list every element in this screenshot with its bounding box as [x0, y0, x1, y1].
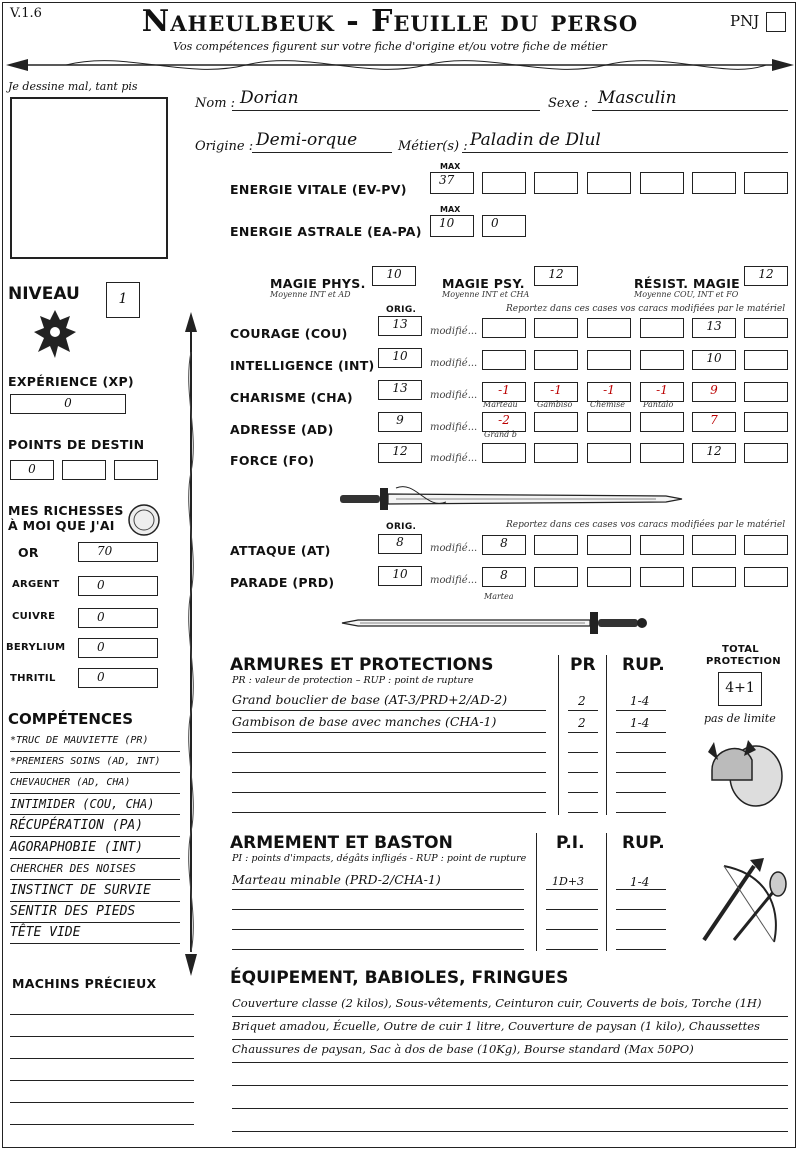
armures-note: PR : valeur de protection – RUP : point de rupture: [232, 675, 474, 686]
sexe-value[interactable]: Masculin: [598, 88, 677, 108]
helmet-shield-icon: [704, 730, 784, 810]
attaque-mod-box[interactable]: [640, 535, 684, 555]
armure-pr-line: [568, 710, 598, 711]
ea-label: ENERGIE ASTRALE (EA-PA): [230, 224, 422, 239]
charisme-caption: Chemise: [590, 400, 625, 409]
armure-pr-line[interactable]: [568, 772, 598, 773]
intelligence-mod-box[interactable]: [482, 350, 526, 370]
ev-box-2[interactable]: [534, 172, 578, 194]
precieux-line[interactable]: [10, 1124, 194, 1125]
equipement-line[interactable]: Couverture classe (2 kilos), Sous-vêtements, Ceinturon cuir, Couverts de bois, Torche (1H): [232, 996, 788, 1017]
charisme-mod-box[interactable]: [744, 382, 788, 402]
parade-mod-box[interactable]: [534, 567, 578, 587]
charisme-mod-box[interactable]: -1: [534, 382, 578, 402]
force-mod-box[interactable]: [640, 443, 684, 463]
magie-psy-label: MAGIE PSY.: [442, 276, 525, 291]
destin-label: POINTS DE DESTIN: [8, 437, 145, 452]
pnj-label: PNJ: [730, 12, 760, 30]
parade-mod-box[interactable]: 8: [482, 567, 526, 587]
parade-label: PARADE (PRD): [230, 575, 335, 590]
force-mod-box[interactable]: [534, 443, 578, 463]
armure-pr-line: [568, 732, 598, 733]
arme-pi-line[interactable]: [546, 909, 598, 910]
arme-rup-line[interactable]: [616, 929, 666, 930]
stats-orig-label: ORIG.: [386, 305, 417, 315]
skill-item[interactable]: AGORAPHOBIE (INT): [10, 840, 180, 859]
berylium-label: BERYLIUM: [6, 642, 66, 653]
armement-col-pi: P.I.: [556, 833, 585, 853]
armures-col-rup: RUP.: [622, 655, 665, 675]
intelligence-mod-box[interactable]: [534, 350, 578, 370]
cuivre-label: CUIVRE: [12, 611, 56, 622]
intelligence-mod-box[interactable]: [744, 350, 788, 370]
magie-psy-box[interactable]: 12: [534, 266, 578, 286]
precieux-line[interactable]: [10, 1102, 194, 1103]
resist-magie-note: Moyenne COU, INT et FO: [634, 290, 739, 299]
courage-mod-box[interactable]: [587, 318, 631, 338]
equipement-line[interactable]: [232, 1088, 788, 1109]
portrait-caption: Je dessine mal, tant pis: [8, 80, 138, 93]
dragon-icon: [30, 306, 80, 362]
armure-line[interactable]: [232, 752, 546, 753]
magie-phys-box[interactable]: 10: [372, 266, 416, 286]
parade-mod-box[interactable]: [587, 567, 631, 587]
armement-title: ARMEMENT ET BASTON: [230, 833, 453, 853]
adresse-label: ADRESSE (AD): [230, 422, 334, 437]
armures-title: ARMURES ET PROTECTIONS: [230, 655, 494, 675]
armure-pr-line[interactable]: [568, 792, 598, 793]
arme-pi-line: [546, 889, 598, 890]
armure-item-name[interactable]: Gambison de base avec manches (CHA-1): [232, 714, 497, 729]
armement-col-divider: [606, 833, 607, 951]
arme-line[interactable]: [232, 949, 524, 950]
magie-psy-note: Moyenne INT et CHA: [442, 290, 530, 299]
force-mod-box[interactable]: 12: [692, 443, 736, 463]
armure-pr-line[interactable]: [568, 812, 598, 813]
skill-item[interactable]: INSTINCT DE SURVIE: [10, 883, 180, 902]
equipement-line[interactable]: Briquet amadou, Écuelle, Outre de cuir 1 litre, Couverture de paysan (1 kilo), Chaussettes: [232, 1019, 788, 1040]
parade-mod-box[interactable]: [692, 567, 736, 587]
skill-item[interactable]: SENTIR DES PIEDS: [10, 904, 180, 923]
metier-label: Métier(s) :: [398, 139, 468, 154]
skill-item[interactable]: CHERCHER DES NOISES: [10, 862, 180, 880]
courage-label: COURAGE (COU): [230, 326, 348, 341]
armure-line: [232, 710, 546, 711]
thritil-box[interactable]: 0: [78, 668, 158, 688]
ev-label: ENERGIE VITALE (EV-PV): [230, 182, 407, 197]
charisme-mod-box[interactable]: -1: [640, 382, 684, 402]
armure-rup-line[interactable]: [616, 752, 666, 753]
intelligence-label: INTELLIGENCE (INT): [230, 358, 375, 373]
charisme-mod-box[interactable]: -1: [587, 382, 631, 402]
armure-rup-line[interactable]: [616, 772, 666, 773]
skill-item[interactable]: *PREMIERS SOINS (AD, INT): [10, 756, 180, 773]
armure-rup-line[interactable]: [616, 792, 666, 793]
attaque-modified-label: modifié...: [430, 543, 478, 554]
charisme-mod-box[interactable]: 9: [692, 382, 736, 402]
precieux-line[interactable]: [10, 1080, 194, 1081]
charisme-modified-label: modifié...: [430, 390, 478, 401]
courage-mod-box[interactable]: [534, 318, 578, 338]
argent-label: ARGENT: [12, 579, 60, 590]
armure-rup-line: [616, 732, 666, 733]
adresse-caption: Grand b: [484, 430, 517, 439]
courage-mod-box[interactable]: [482, 318, 526, 338]
total-protection-box[interactable]: 4+1: [718, 672, 762, 706]
armures-col-divider: [558, 655, 559, 815]
armure-line: [232, 732, 546, 733]
charisme-caption: Gambiso: [537, 400, 573, 409]
arme-item-pi[interactable]: 1D+3: [552, 875, 585, 888]
portrait-box[interactable]: [10, 97, 168, 259]
intelligence-mod-box[interactable]: 10: [692, 350, 736, 370]
attaque-orig-box[interactable]: 8: [378, 534, 422, 554]
sword-icon: [340, 606, 650, 640]
courage-orig-box[interactable]: 13: [378, 316, 422, 336]
richesses-label-2: À MOI QUE J'AI: [8, 518, 115, 533]
armure-line[interactable]: [232, 772, 546, 773]
armure-line[interactable]: [232, 792, 546, 793]
thritil-label: THRITIL: [10, 673, 56, 684]
force-orig-box[interactable]: 12: [378, 443, 422, 463]
destin-box-3[interactable]: [114, 460, 158, 480]
force-modified-label: modifié...: [430, 453, 478, 464]
niveau-box[interactable]: 1: [106, 282, 140, 318]
ea-max-label: MAX: [440, 205, 461, 214]
force-mod-box[interactable]: [744, 443, 788, 463]
ev-box-1[interactable]: [482, 172, 526, 194]
equipement-line[interactable]: [232, 1065, 788, 1086]
berylium-box[interactable]: 0: [78, 638, 158, 658]
origine-line: [252, 152, 392, 153]
equipement-title: ÉQUIPEMENT, BABIOLES, FRINGUES: [230, 968, 569, 988]
attaque-mod-box[interactable]: [692, 535, 736, 555]
xp-box[interactable]: 0: [10, 394, 126, 414]
weapons-icon: [694, 856, 788, 946]
armure-rup-line: [616, 710, 666, 711]
arme-pi-line[interactable]: [546, 929, 598, 930]
machins-precieux-title: MACHINS PRÉCIEUX: [12, 976, 157, 991]
equipement-line[interactable]: [232, 1111, 788, 1132]
nom-label: Nom :: [195, 96, 236, 111]
destin-box-2[interactable]: [62, 460, 106, 480]
combat-note: Reportez dans ces cases vos caracs modifiées par le matériel: [506, 520, 786, 530]
parade-mod-box[interactable]: [744, 567, 788, 587]
competences-title: COMPÉTENCES: [8, 710, 134, 728]
stats-note: Reportez dans ces cases vos caracs modifiées par le matériel: [506, 304, 786, 314]
force-mod-box[interactable]: [587, 443, 631, 463]
charisme-mod-box[interactable]: -1: [482, 382, 526, 402]
origine-label: Origine :: [195, 139, 254, 154]
armement-col-rup: RUP.: [622, 833, 665, 853]
courage-mod-box[interactable]: [744, 318, 788, 338]
sexe-line: [592, 110, 788, 111]
magie-phys-label: MAGIE PHYS.: [270, 276, 366, 291]
arme-item-name[interactable]: Marteau minable (PRD-2/CHA-1): [232, 872, 441, 887]
armure-item-pr[interactable]: 2: [578, 716, 586, 730]
ea-current-box[interactable]: 0: [482, 215, 526, 237]
destin-box-1[interactable]: 0: [10, 460, 54, 480]
armure-item-name[interactable]: Grand bouclier de base (AT-3/PRD+2/AD-2): [232, 692, 508, 707]
precieux-line[interactable]: [10, 1014, 194, 1015]
sheet-title: Naheulbeuk - Feuille du perso: [141, 4, 639, 39]
armure-item-rup[interactable]: 1-4: [630, 694, 650, 708]
intelligence-orig-box[interactable]: 10: [378, 348, 422, 368]
armement-col-divider: [536, 833, 537, 951]
ev-box-3[interactable]: [587, 172, 631, 194]
force-mod-box[interactable]: [482, 443, 526, 463]
armures-col-pr: PR: [570, 655, 596, 675]
ea-max-box[interactable]: 10: [430, 215, 474, 237]
ev-max-label: MAX: [440, 162, 461, 171]
cuivre-box[interactable]: 0: [78, 608, 158, 628]
adresse-mod-box[interactable]: [534, 412, 578, 432]
parade-modified-label: modifié...: [430, 575, 478, 586]
resist-magie-label: RÉSIST. MAGIE: [634, 276, 741, 291]
equipement-line[interactable]: Chaussures de paysan, Sac à dos de base (10Kg), Bourse standard (Max 50PO): [232, 1042, 788, 1063]
armement-note: PI : points d'impacts, dégâts infligés - RUP : point de rupture: [232, 853, 527, 864]
arme-line[interactable]: [232, 909, 524, 910]
arme-item-rup[interactable]: 1-4: [630, 875, 650, 889]
courage-modified-label: modifié...: [430, 326, 478, 337]
charisme-caption: Marteau: [483, 400, 518, 409]
adresse-mod-box[interactable]: [744, 412, 788, 432]
courage-mod-box[interactable]: [640, 318, 684, 338]
skill-item[interactable]: CHEVAUCHER (AD, CHA): [10, 777, 180, 794]
adresse-mod-box[interactable]: [587, 412, 631, 432]
adresse-modified-label: modifié...: [430, 422, 478, 433]
total-label-2: PROTECTION: [706, 656, 781, 667]
pnj-checkbox[interactable]: [766, 12, 786, 32]
attaque-label: ATTAQUE (AT): [230, 543, 331, 558]
magie-phys-note: Moyenne INT et AD: [270, 290, 351, 299]
or-label: OR: [18, 545, 39, 560]
ev-box-6[interactable]: [744, 172, 788, 194]
armure-line[interactable]: [232, 812, 546, 813]
precieux-line[interactable]: [10, 1058, 194, 1059]
adresse-orig-box[interactable]: 9: [378, 412, 422, 432]
version-label: V.1.6: [10, 6, 42, 21]
armure-item-pr[interactable]: 2: [578, 694, 586, 708]
nom-value[interactable]: Dorian: [240, 88, 299, 108]
charisme-label: CHARISME (CHA): [230, 390, 353, 405]
arme-rup-line: [616, 889, 666, 890]
intelligence-modified-label: modifié...: [430, 358, 478, 369]
adresse-mod-box[interactable]: 7: [692, 412, 736, 432]
metier-line: [462, 152, 788, 153]
combat-orig-label: ORIG.: [386, 522, 417, 532]
armures-col-divider: [606, 655, 607, 815]
sexe-label: Sexe :: [548, 96, 589, 111]
arme-pi-line[interactable]: [546, 949, 598, 950]
spear-divider-ornament: [182, 312, 200, 976]
arme-line: [232, 889, 524, 890]
parade-caption: Martea: [484, 592, 514, 601]
skill-item[interactable]: RÉCUPÉRATION (PA): [10, 818, 180, 837]
origine-value[interactable]: Demi-orque: [256, 130, 358, 150]
courage-mod-box[interactable]: 13: [692, 318, 736, 338]
parade-orig-box[interactable]: 10: [378, 566, 422, 586]
ev-max-box[interactable]: 37: [430, 172, 474, 194]
precieux-line[interactable]: [10, 1036, 194, 1037]
charisme-caption: Pantalo: [643, 400, 674, 409]
armure-item-rup[interactable]: 1-4: [630, 716, 650, 730]
ev-box-4[interactable]: [640, 172, 684, 194]
force-label: FORCE (FO): [230, 453, 315, 468]
total-limit: pas de limite: [704, 712, 776, 725]
parade-mod-box[interactable]: [640, 567, 684, 587]
sheet-subtitle: Vos compétences figurent sur votre fiche d'origine et/ou votre fiche de métier: [173, 40, 607, 53]
arme-rup-line[interactable]: [616, 949, 666, 950]
charisme-orig-box[interactable]: 13: [378, 380, 422, 400]
skill-item[interactable]: *TRUC DE MAUVIETTE (PR): [10, 735, 180, 752]
armure-rup-line[interactable]: [616, 812, 666, 813]
richesses-label-1: MES RICHESSES: [8, 503, 124, 518]
metier-value[interactable]: Paladin de Dlul: [470, 130, 601, 150]
argent-box[interactable]: 0: [78, 576, 158, 596]
or-box[interactable]: 70: [78, 542, 158, 562]
niveau-label: NIVEAU: [8, 284, 80, 304]
nom-line: [232, 110, 540, 111]
armure-pr-line[interactable]: [568, 752, 598, 753]
attaque-mod-box[interactable]: [534, 535, 578, 555]
adresse-mod-box[interactable]: [640, 412, 684, 432]
sword-icon: [336, 480, 686, 516]
skill-item[interactable]: TÊTE VIDE: [10, 925, 180, 944]
coin-icon: [126, 502, 162, 538]
total-label-1: TOTAL: [722, 644, 759, 655]
skill-item[interactable]: INTIMIDER (COU, CHA): [10, 797, 180, 815]
arme-line[interactable]: [232, 929, 524, 930]
attaque-mod-box[interactable]: [587, 535, 631, 555]
header-spear-ornament: [6, 52, 794, 80]
intelligence-mod-box[interactable]: [587, 350, 631, 370]
attaque-mod-box[interactable]: 8: [482, 535, 526, 555]
resist-magie-box[interactable]: 12: [744, 266, 788, 286]
xp-label: EXPÉRIENCE (XP): [8, 374, 134, 389]
ev-box-5[interactable]: [692, 172, 736, 194]
adresse-mod-box[interactable]: -2: [482, 412, 526, 432]
arme-rup-line[interactable]: [616, 909, 666, 910]
intelligence-mod-box[interactable]: [640, 350, 684, 370]
attaque-mod-box[interactable]: [744, 535, 788, 555]
